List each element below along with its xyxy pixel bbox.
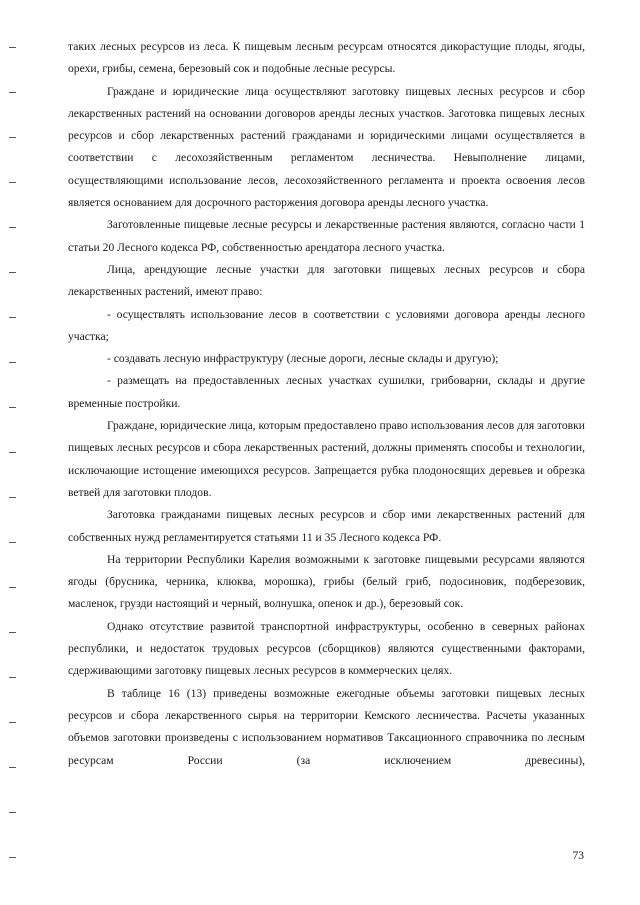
list-item: - осуществлять использование лесов в соответствии с условиями договора аренды лесного участка; [68, 307, 585, 343]
body-text [68, 36, 585, 772]
paragraph: Заготовленные пищевые лесные ресурсы и лекарственные растения являются, согласно части 1 статьи 20 Лесного кодекса РФ, собственностью арендатора лесного участка. [68, 218, 585, 254]
page-number: 73 [572, 850, 584, 862]
list-item: - создавать лесную инфраструктуру (лесные дороги, лесные склады и другую); [107, 352, 499, 366]
binding-margin-marks [0, 0, 20, 905]
paragraph-continuation: таких лесных ресурсов из леса. К пищевым лесным ресурсам относятся дикорастущие плоды, ягоды, орехи, грибы, семена, березовый сок и подобные лесные ресурсы. [68, 40, 585, 76]
paragraph: Граждане и юридические лица осуществляют заготовку пищевых лесных ресурсов и сбор лекарственных растений на основании договоров аренды лесных участков. Заготовка пищевых лесных ресурсов и сбор лекарственных растений гражданами и юридическими лицами осуществляется в соответствии с лесохозяйственным регламентом лесничества. Невыполнение лицами, осуществляющими использование лесов, лесохозяйственного регламента и проекта освоения лесов является основанием для досрочного расторжения договора аренды лесного участка. [68, 84, 585, 210]
paragraph: Заготовка гражданами пищевых лесных ресурсов и сбор ими лекарственных растений для собственных нужд регламентируется статьями 11 и 35 Лесного кодекса РФ. [68, 508, 585, 544]
paragraph: Лица, арендующие лесные участки для заготовки пищевых лесных ресурсов и сбора лекарственных растений, имеют право: [68, 262, 585, 299]
list-item: - размещать на предоставленных лесных участках сушилки, грибоварни, склады и другие временные постройки. [68, 374, 585, 410]
paragraph: Граждане, юридические лица, которым предоставлено право использования лесов для заготовки пищевых лесных ресурсов и сбора лекарственных растений, должны применять способы и технологии, исключающие истощение имеющихся ресурсов. Запрещается рубка плодоносящих деревьев и обрезка ветвей для заготовки плодов. [68, 419, 585, 499]
paragraph: Однако отсутствие развитой транспортной инфраструктуры, особенно в северных районах республики, и недостаток трудовых ресурсов (сборщиков) являются существенными факторами, сдерживающими заготовку пищевых лесных ресурсов в коммерческих целях. [68, 619, 585, 678]
paragraph: В таблице 16 (13) приведены возможные ежегодные объемы заготовки пищевых лесных ресурсов и сбора лекарственного сырья на территории Кемского лесничества. Расчеты указанных объемов заготовки произведены с использованием нормативов Таксационного справочника по лесным ресурсам России (за исключением древесины), [68, 686, 585, 767]
paragraph: На территории Республики Карелия возможными к заготовке пищевыми ресурсами являются ягоды (брусника, черника, клюква, морошка), грибы (белый гриб, подосиновик, подберезовик, масленок, грузди настоящий и черный, волнушка, опенок и др.), березовый сок. [68, 552, 585, 611]
